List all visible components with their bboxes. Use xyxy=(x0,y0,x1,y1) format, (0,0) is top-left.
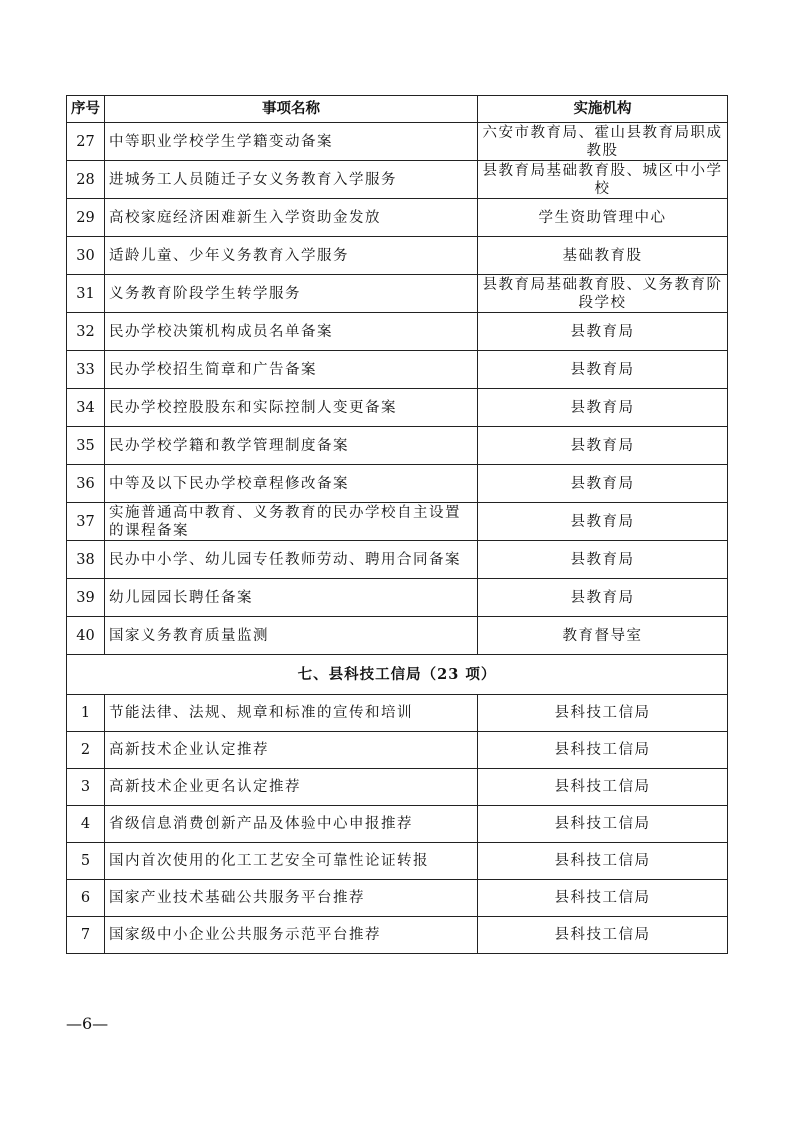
row-item-name: 高新技术企业更名认定推荐 xyxy=(105,769,478,806)
row-agency: 县教育局基础教育股、义务教育阶段学校 xyxy=(478,275,728,313)
row-item-name: 省级信息消费创新产品及体验中心申报推荐 xyxy=(105,806,478,843)
row-agency: 县教育局基础教育股、城区中小学校 xyxy=(478,161,728,199)
row-number: 7 xyxy=(67,917,105,954)
table-row xyxy=(67,732,728,769)
row-item-name: 国家级中小企业公共服务示范平台推荐 xyxy=(105,917,478,954)
row-agency: 县科技工信局 xyxy=(478,769,728,806)
table-row xyxy=(67,123,728,161)
row-item-name: 高新技术企业认定推荐 xyxy=(105,732,478,769)
row-number: 6 xyxy=(67,880,105,917)
row-agency: 县科技工信局 xyxy=(478,695,728,732)
row-item-name: 民办学校招生简章和广告备案 xyxy=(105,351,478,389)
row-agency: 县科技工信局 xyxy=(478,732,728,769)
row-number: 29 xyxy=(67,199,105,237)
item-table xyxy=(66,95,728,954)
row-agency: 县教育局 xyxy=(478,427,728,465)
row-item-name: 节能法律、法规、规章和标准的宣传和培训 xyxy=(105,695,478,732)
table-row xyxy=(67,237,728,275)
row-item-name: 高校家庭经济困难新生入学资助金发放 xyxy=(105,199,478,237)
row-number: 34 xyxy=(67,389,105,427)
row-agency: 教育督导室 xyxy=(478,617,728,655)
table-row xyxy=(67,843,728,880)
table-row xyxy=(67,880,728,917)
row-agency: 县科技工信局 xyxy=(478,880,728,917)
row-item-name: 民办学校决策机构成员名单备案 xyxy=(105,313,478,351)
header-implementing-agency: 实施机构 xyxy=(478,96,728,123)
row-item-name: 中等职业学校学生学籍变动备案 xyxy=(105,123,478,161)
row-number: 32 xyxy=(67,313,105,351)
row-item-name: 实施普通高中教育、义务教育的民办学校自主设置的课程备案 xyxy=(105,503,478,541)
row-agency: 县科技工信局 xyxy=(478,917,728,954)
section-title: 七、县科技工信局（23 项） xyxy=(67,655,728,695)
table-row xyxy=(67,465,728,503)
table-row xyxy=(67,389,728,427)
row-item-name: 国家义务教育质量监测 xyxy=(105,617,478,655)
row-number: 30 xyxy=(67,237,105,275)
row-number: 36 xyxy=(67,465,105,503)
row-agency: 县教育局 xyxy=(478,541,728,579)
table-row xyxy=(67,695,728,732)
row-item-name: 进城务工人员随迁子女义务教育入学服务 xyxy=(105,161,478,199)
row-agency: 县教育局 xyxy=(478,351,728,389)
row-item-name: 国家产业技术基础公共服务平台推荐 xyxy=(105,880,478,917)
row-number: 37 xyxy=(67,503,105,541)
row-item-name: 民办学校学籍和教学管理制度备案 xyxy=(105,427,478,465)
row-number: 5 xyxy=(67,843,105,880)
table-row xyxy=(67,351,728,389)
table-row xyxy=(67,806,728,843)
row-number: 4 xyxy=(67,806,105,843)
row-number: 35 xyxy=(67,427,105,465)
row-item-name: 适龄儿童、少年义务教育入学服务 xyxy=(105,237,478,275)
table-row xyxy=(67,541,728,579)
row-item-name: 民办中小学、幼儿园专任教师劳动、聘用合同备案 xyxy=(105,541,478,579)
row-agency: 县科技工信局 xyxy=(478,843,728,880)
row-agency: 县教育局 xyxy=(478,465,728,503)
header-item-name: 事项名称 xyxy=(105,96,478,123)
row-agency: 县科技工信局 xyxy=(478,806,728,843)
row-number: 31 xyxy=(67,275,105,313)
header-serial-number: 序号 xyxy=(67,96,105,123)
table-row xyxy=(67,769,728,806)
page-number: —6— xyxy=(66,1014,109,1033)
row-number: 2 xyxy=(67,732,105,769)
row-item-name: 民办学校控股股东和实际控制人变更备案 xyxy=(105,389,478,427)
row-number: 38 xyxy=(67,541,105,579)
row-agency: 六安市教育局、霍山县教育局职成教股 xyxy=(478,123,728,161)
section-header-row xyxy=(67,655,728,695)
table-row xyxy=(67,275,728,313)
table-row xyxy=(67,503,728,541)
table-header-row xyxy=(67,96,728,123)
table-row xyxy=(67,199,728,237)
row-item-name: 中等及以下民办学校章程修改备案 xyxy=(105,465,478,503)
table-row xyxy=(67,579,728,617)
row-number: 39 xyxy=(67,579,105,617)
row-number: 40 xyxy=(67,617,105,655)
table-row xyxy=(67,917,728,954)
table-row xyxy=(67,617,728,655)
row-item-name: 义务教育阶段学生转学服务 xyxy=(105,275,478,313)
row-number: 27 xyxy=(67,123,105,161)
row-number: 28 xyxy=(67,161,105,199)
row-number: 1 xyxy=(67,695,105,732)
row-number: 33 xyxy=(67,351,105,389)
row-agency: 县教育局 xyxy=(478,503,728,541)
row-item-name: 国内首次使用的化工工艺安全可靠性论证转报 xyxy=(105,843,478,880)
table-row xyxy=(67,427,728,465)
row-agency: 县教育局 xyxy=(478,389,728,427)
row-agency: 县教育局 xyxy=(478,579,728,617)
row-agency: 学生资助管理中心 xyxy=(478,199,728,237)
row-agency: 基础教育股 xyxy=(478,237,728,275)
table-row xyxy=(67,161,728,199)
row-item-name: 幼儿园园长聘任备案 xyxy=(105,579,478,617)
table-row xyxy=(67,313,728,351)
row-number: 3 xyxy=(67,769,105,806)
row-agency: 县教育局 xyxy=(478,313,728,351)
